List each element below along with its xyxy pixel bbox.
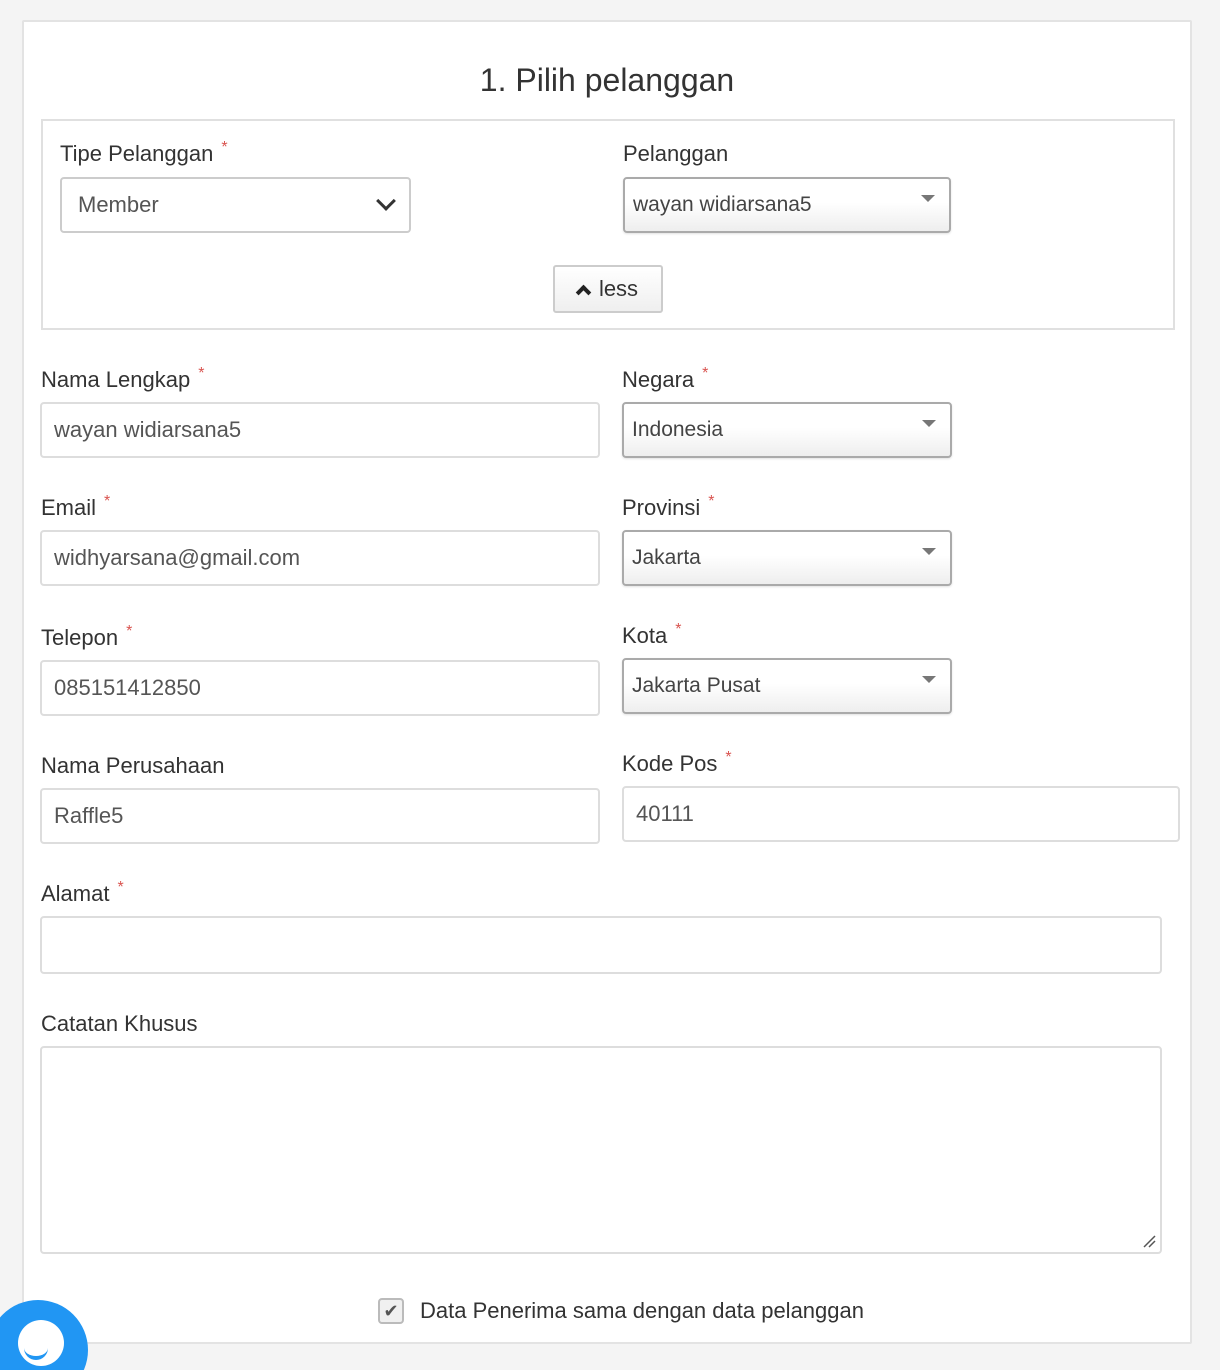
- caret-down-icon: [921, 195, 935, 202]
- check-icon: ✔: [383, 1300, 399, 1321]
- caret-down-icon: [922, 676, 936, 683]
- chat-icon: [18, 1320, 64, 1366]
- country-label: Negara *: [622, 365, 709, 392]
- company-label: Nama Perusahaan: [41, 753, 225, 778]
- same-recipient-label: Data Penerima sama dengan data pelanggan: [420, 1298, 864, 1323]
- country-select[interactable]: Indonesia: [622, 402, 952, 458]
- address-input[interactable]: [40, 916, 1162, 974]
- full-name-input[interactable]: wayan widiarsana5: [40, 402, 600, 458]
- same-recipient-row: [378, 1298, 864, 1324]
- less-button[interactable]: less: [553, 265, 663, 313]
- customer-select[interactable]: wayan widiarsana5: [623, 177, 951, 233]
- city-label: Kota *: [622, 621, 682, 648]
- customer-panel: [22, 20, 1192, 1344]
- notes-textarea[interactable]: [40, 1046, 1162, 1254]
- email-input[interactable]: widhyarsana@gmail.com: [40, 530, 600, 586]
- same-recipient-checkbox[interactable]: [378, 1298, 404, 1324]
- caret-down-icon: [922, 420, 936, 427]
- customer-label: Pelanggan: [623, 141, 729, 166]
- city-select[interactable]: Jakarta Pusat: [622, 658, 952, 714]
- email-label: Email *: [41, 493, 111, 520]
- full-name-label: Nama Lengkap *: [41, 365, 205, 392]
- caret-down-icon: [922, 548, 936, 555]
- notes-label: Catatan Khusus: [41, 1011, 198, 1036]
- postal-code-label: Kode Pos *: [622, 749, 732, 776]
- chevron-down-icon: [376, 191, 396, 211]
- phone-label: Telepon *: [41, 623, 133, 650]
- chevron-up-icon: [576, 284, 592, 300]
- customer-type-label: Tipe Pelanggan *: [60, 139, 228, 166]
- resize-grip-icon[interactable]: [1142, 1234, 1156, 1248]
- postal-code-input[interactable]: 40111: [622, 786, 1180, 842]
- customer-type-select[interactable]: Member: [60, 177, 411, 233]
- company-input[interactable]: Raffle5: [40, 788, 600, 844]
- province-select[interactable]: Jakarta: [622, 530, 952, 586]
- page-title: 1. Pilih pelanggan: [479, 62, 735, 98]
- address-label: Alamat *: [41, 879, 124, 906]
- phone-input[interactable]: 085151412850: [40, 660, 600, 716]
- province-label: Provinsi *: [622, 493, 715, 520]
